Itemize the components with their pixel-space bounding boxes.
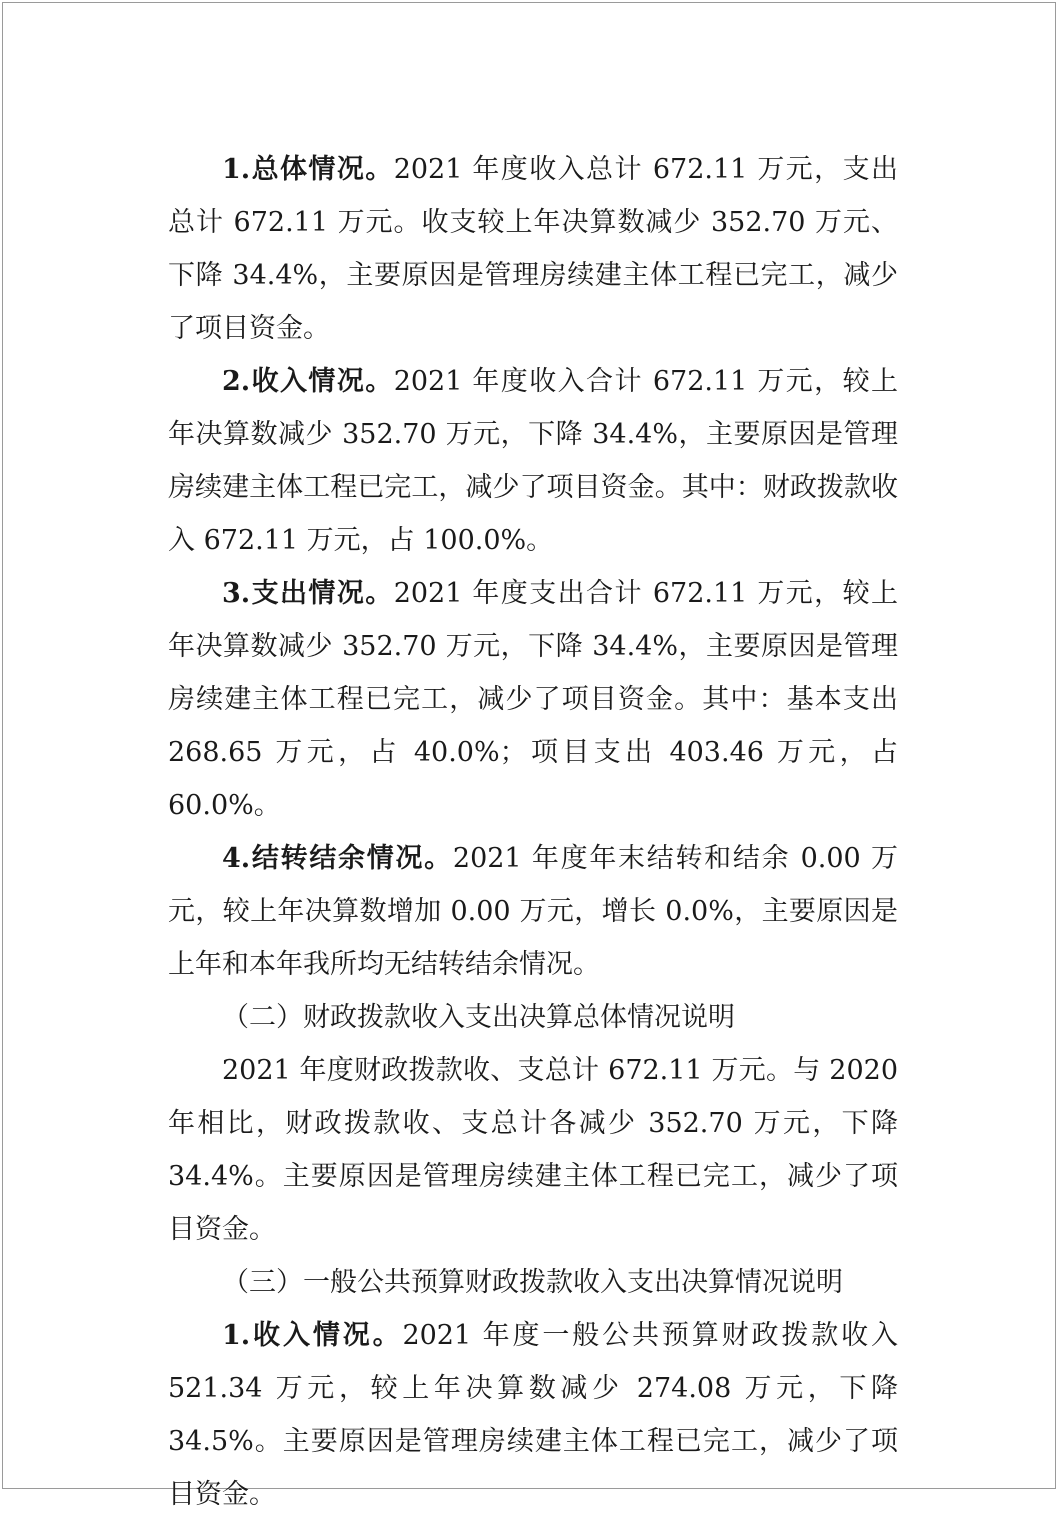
- paragraph-general-budget-income: [168, 1309, 898, 1521]
- paragraph-text: 2021 年度一般公共预算财政拨款收入 521.34 万元，较上年决算数减少 274.08 万元，下降 34.5%。主要原因是管理房续建主体工程已完工，减少了项目资金。: [168, 1320, 899, 1510]
- paragraph-text: 2021 年度收入合计 672.11 万元，较上年决算数减少 352.70 万元，下降 34.4%，主要原因是管理房续建主体工程已完工，减少了项目资金。其中：财政拨款收入 672.11 万元，占 100.0%。: [168, 366, 899, 556]
- paragraph-heading: 4.结转结余情况。: [222, 843, 453, 874]
- section-heading-fiscal-appropriation: （二）财政拨款收入支出决算总体情况说明: [222, 1002, 735, 1033]
- paragraph-heading: 3.支出情况。: [222, 578, 394, 609]
- document-body: [168, 143, 898, 1521]
- paragraph-expenditure: [168, 567, 898, 832]
- document-page: [2, 2, 1056, 1510]
- section-heading-general-budget: （三）一般公共预算财政拨款收入支出决算情况说明: [222, 1267, 843, 1298]
- paragraph-text: 2021 年度收入总计 672.11 万元，支出总计 672.11 万元。收支较上年决算数减少 352.70 万元、下降 34.4%，主要原因是管理房续建主体工程已完工，减少了项目资金。: [168, 154, 899, 344]
- paragraph-heading: 1.收入情况。: [222, 1320, 403, 1351]
- paragraph-income: [168, 355, 898, 567]
- paragraph-heading: 2.收入情况。: [222, 366, 394, 397]
- paragraph-fiscal-total: [168, 1044, 898, 1256]
- paragraph-text: 2021 年度年末结转和结余 0.00 万元，较上年决算数增加 0.00 万元，增长 0.0%，主要原因是上年和本年我所均无结转结余情况。: [168, 843, 899, 980]
- paragraph-text: 2021 年度支出合计 672.11 万元，较上年决算数减少 352.70 万元，下降 34.4%，主要原因是管理房续建主体工程已完工，减少了项目资金。其中：基本支出 268.65 万元，占 40.0%；项目支出 403.46 万元，占 60.0%。: [168, 578, 899, 821]
- paragraph-overall: [168, 143, 898, 355]
- paragraph-carryover: [168, 832, 898, 991]
- paragraph-text: 2021 年度财政拨款收、支总计 672.11 万元。与 2020 年相比，财政拨款收、支总计各减少 352.70 万元，下降 34.4%。主要原因是管理房续建主体工程已完工，减少了项目资金。: [168, 1055, 898, 1245]
- paragraph-heading: 1.总体情况。: [222, 154, 394, 185]
